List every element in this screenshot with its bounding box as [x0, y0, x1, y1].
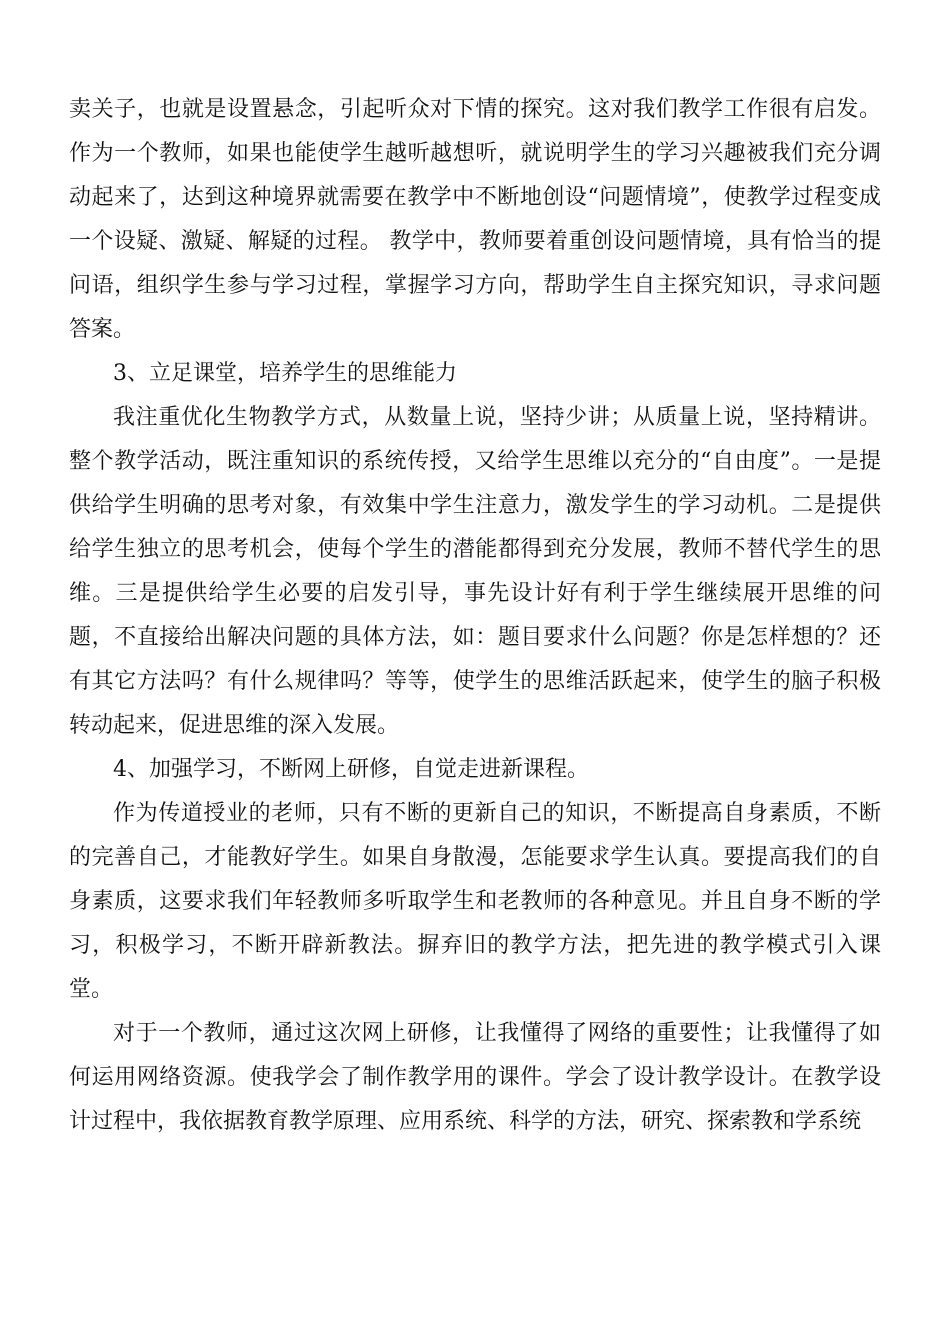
paragraph-self-improvement: 作为传道授业的老师，只有不断的更新自己的知识，不断提高自身素质，不断的完善自己，才能教好学生。如果自身散漫，怎能要求学生认真。要提高我们的自身素质，这要求我们年轻教师多听取学生和老教师的各种意见。并且自身不断的学习，积极学习，不断开辟新教法。摒弃旧的教学方法，把先进的教学模式引入课堂。: [69, 801, 881, 1002]
paragraph-online-study: 对于一个教师，通过这次网上研修，让我懂得了网络的重要性；让我懂得了如何运用网络资源。使我学会了制作教学用的课件。学会了设计教学设计。在教学设计过程中，我依据教育教学原理、应用系统、科学的方法，研究、探索教和学系统: [69, 1021, 881, 1134]
paragraph-continuation: 卖关子，也就是设置悬念，引起听众对下情的探究。这对我们教学工作很有启发。作为一个教师，如果也能使学生越听越想听，就说明学生的学习兴趣被我们充分调动起来了，达到这种境界就需要在教学中不断地创设“问题情境”，使教学过程变成一个设疑、激疑、解疑的过程。 教学中，教师要着重创设问题情境，具有恰当的提问语，组织学生参与学习过程，掌握学习方向，帮助学生自主探究知识，寻求问题答案。: [69, 97, 881, 342]
section-heading-4: 4、加强学习，不断网上研修，自觉走进新课程。: [113, 757, 589, 782]
section-heading-3: 3、立足课堂，培养学生的思维能力: [113, 361, 457, 386]
paragraph-thinking-ability: 我注重优化生物教学方式，从数量上说，坚持少讲；从质量上说，坚持精讲。整个教学活动，既注重知识的系统传授，又给学生思维以充分的“自由度”。一是提供给学生明确的思考对象，有效集中学生注意力，激发学生的学习动机。二是提供给学生独立的思考机会，使每个学生的潜能都得到充分发展，教师不替代学生的思维。三是提供给学生必要的启发引导，事先设计好有利于学生继续展开思维的问题，不直接给出解决问题的具体方法，如：题目要求什么问题？你是怎样想的？还有其它方法吗？有什么规律吗？等等，使学生的思维活跃起来，使学生的脑子积极转动起来，促进思维的深入发展。: [69, 405, 881, 738]
document-body: [69, 88, 881, 1144]
